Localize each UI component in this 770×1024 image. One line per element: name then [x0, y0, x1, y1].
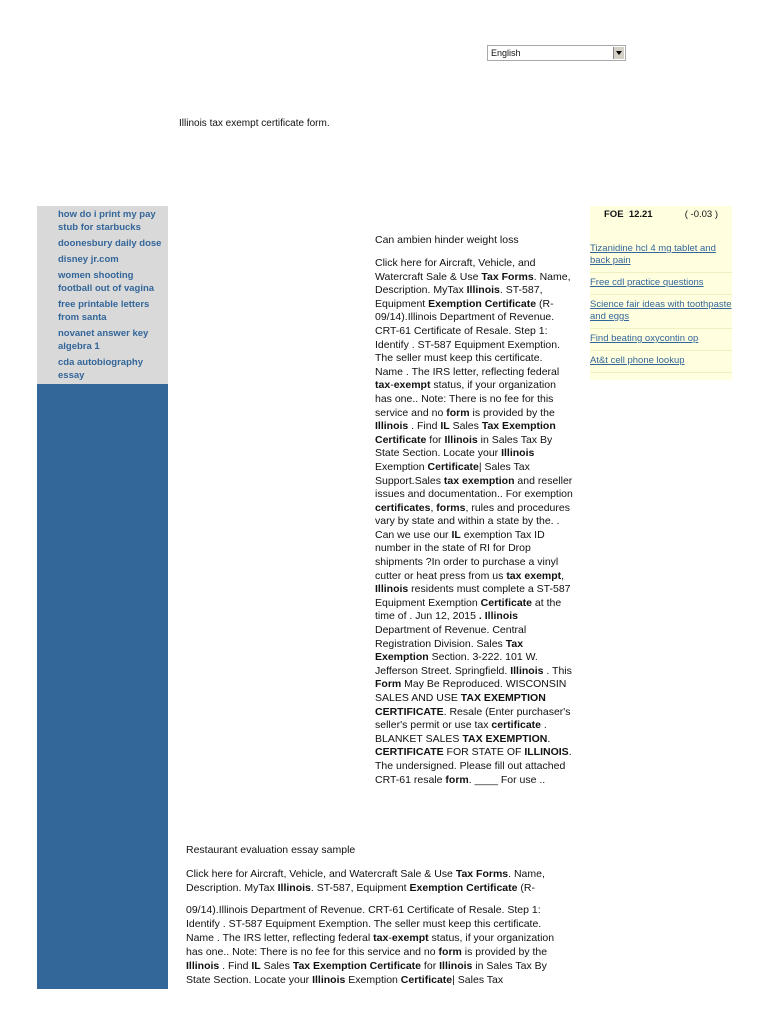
keyword-text: form [438, 946, 462, 958]
body-text: (R-09/14).Illinois Department of Revenue. CRT-61 Certificate of Resale. Step 1: Identify . ST-587 Equipment Exemption. The seller must keep this certificate. Name . The IRS letter, reflecting federal [375, 297, 561, 378]
keyword-text: IL [451, 528, 461, 541]
body-text: . Resale (Enter purchaser's seller's permit or use tax [375, 705, 571, 732]
body-text: at the time of . Jun 12, 2015 [375, 596, 562, 623]
stock-ticker [590, 206, 732, 223]
keyword-text: Tax Forms [455, 868, 509, 880]
keyword-text: Illinois [312, 974, 346, 986]
body-text: status, if your organization has one.. Note: There is no fee for this service and no [186, 932, 555, 958]
keyword-text: Illinois [439, 960, 473, 972]
related-link[interactable]: Science fair ideas with toothpaste and eggs [590, 299, 732, 329]
body-text: Click here for Aircraft, Vehicle, and Watercraft Sale & Use [375, 257, 536, 283]
ticker-quote [604, 209, 653, 220]
keyword-text: Certificate [480, 596, 533, 609]
body-text: . ST-587, Equipment [310, 882, 410, 894]
body-text: Sales [449, 420, 482, 433]
body-text: . The undersigned. Please fill out attached CRT-61 resale [375, 746, 572, 786]
body-text: Section. 3-222. 101 W. Jefferson Street. Springfield. [375, 651, 538, 677]
keyword-text: Illinois [186, 960, 220, 972]
body-text: . Find [408, 420, 441, 433]
ticker-symbol: FOE [604, 209, 624, 220]
left-sidebar [37, 206, 168, 990]
body-text: for [421, 960, 440, 972]
secondary-paragraph [186, 903, 562, 1001]
secondary-article [186, 843, 562, 1001]
page-title: Illinois tax exempt certificate form. [179, 118, 330, 129]
body-text: Sales [260, 960, 293, 972]
body-text: - [388, 932, 392, 944]
keyword-text: Tax Forms [481, 270, 534, 283]
main-article [375, 234, 573, 787]
body-text: is provided by the [469, 406, 555, 419]
sidebar-link[interactable]: disney jr.com [58, 254, 119, 265]
keyword-text: Tax Exemption Certificate [292, 960, 422, 972]
keyword-text: . Illinois [478, 610, 518, 623]
keyword-text: forms [436, 501, 466, 514]
sidebar-link[interactable]: free printable letters from santa [58, 299, 150, 323]
body-text: | Sales Tax [452, 974, 504, 986]
keyword-text: Illinois [277, 882, 311, 894]
article-heading: Can ambien hinder weight loss [375, 234, 519, 246]
page-bottom-edge [0, 989, 770, 1024]
body-text: Exemption [345, 974, 401, 986]
sidebar-link[interactable]: how do i print my pay stub for starbucks [58, 209, 156, 233]
chevron-down-icon[interactable] [613, 47, 624, 59]
keyword-text: form [445, 773, 469, 786]
ticker-price: 12.21 [628, 209, 653, 220]
body-text: in Sales Tax By State Section. Locate your [375, 433, 553, 460]
related-link[interactable]: Tizanidine hcl 4 mg tablet and back pain [590, 243, 732, 273]
body-text: 09/14).Illinois Department of Revenue. CRT-61 Certificate of Resale. Step 1: Identify . ST-587 Equipment Exemption. The seller must keep this certificate. Name . The IRS letter, reflecting federal [186, 904, 542, 944]
ticker-change: ( -0.03 ) [684, 209, 718, 220]
keyword-text: Illinois [466, 284, 500, 297]
related-link[interactable]: Find beating oxycontin op [590, 333, 732, 351]
body-text: FOR STATE OF [443, 746, 525, 759]
keyword-text: Tax Exemption [375, 637, 524, 664]
keyword-text: Illinois [510, 664, 544, 677]
keyword-text: Illinois [375, 420, 409, 433]
keyword-text: exempt [391, 932, 429, 944]
body-text: Click here for Aircraft, Vehicle, and Watercraft Sale & Use [186, 868, 456, 880]
body-text: . ____ For use .. [468, 773, 546, 786]
sidebar-link[interactable]: cda autobiography essay [58, 357, 143, 381]
related-link[interactable]: At&t cell phone lookup [590, 355, 732, 373]
keyword-text: tax [375, 379, 391, 392]
keyword-text: Certificate [400, 974, 453, 986]
keyword-text: ILLINOIS [524, 746, 569, 759]
body-text: and reseller issues and documentation.. For exemption [375, 474, 573, 501]
keyword-text: CERTIFICATE [375, 746, 444, 759]
keyword-text: tax [373, 932, 389, 944]
body-text: - [390, 379, 394, 392]
keyword-text: certificate [491, 719, 541, 732]
body-text: status, if your organization has one.. Note: There is no fee for this service and no [375, 379, 556, 419]
body-text: is provided by the [461, 946, 548, 958]
body-text: , [561, 569, 565, 582]
body-text: . [547, 732, 551, 745]
keyword-text: Tax Exemption Certificate [375, 420, 556, 446]
keyword-text: Illinois [501, 447, 535, 460]
body-text: (R- [517, 882, 535, 894]
keyword-text: Exemption Certificate [428, 297, 537, 310]
body-text: Exemption [375, 460, 428, 473]
sidebar-link[interactable]: novanet answer key algebra 1 [58, 328, 149, 352]
body-text: residents must complete a ST-587 Equipment Exemption [375, 583, 571, 609]
keyword-text: tax exemption [443, 474, 515, 487]
body-text: for [426, 433, 445, 446]
keyword-text: Illinois [375, 583, 409, 596]
related-links [590, 243, 732, 380]
keyword-text: TAX EXEMPTION CERTIFICATE [375, 692, 546, 718]
keyword-text: form [446, 406, 470, 419]
body-text: in Sales Tax By State Section. Locate your [186, 960, 547, 986]
body-text: . Find [219, 960, 252, 972]
body-text: | Sales Tax Support.Sales [375, 460, 530, 487]
keyword-text: tax exempt [506, 569, 562, 582]
keyword-text: TAX EXEMPTION [462, 732, 548, 745]
body-text: exemption Tax ID number in the state of RI for Drop shipments ?In order to purchase a vinyl cutter or heat press from us [375, 528, 559, 582]
keyword-text: Exemption Certificate [409, 882, 518, 894]
related-link[interactable]: Free cdl practice questions [590, 277, 732, 295]
keyword-text: exempt [393, 379, 431, 392]
keyword-text: certificates [375, 501, 431, 514]
keyword-text: Form [375, 678, 402, 691]
body-text: . Name, Description. MyTax [186, 868, 545, 894]
keyword-text: Certificate [427, 460, 479, 473]
language-select[interactable] [487, 45, 626, 61]
body-text: . ST-587, Equipment [375, 284, 543, 310]
keyword-text: IL [251, 960, 261, 972]
secondary-paragraph [186, 867, 562, 895]
sidebar-links [37, 206, 168, 384]
body-text: , [430, 501, 437, 514]
body-text: , rules and procedures vary by state and within a state by the. . Can we use our [375, 501, 570, 541]
right-panel [590, 206, 732, 380]
body-text: . BLANKET SALES [375, 719, 547, 745]
article-body [375, 257, 573, 787]
keyword-text: Illinois [444, 433, 478, 446]
body-text: . Name, Description. MyTax [375, 270, 571, 297]
sidebar-link[interactable]: women shooting football out of vagina [58, 270, 155, 294]
paragraph-spacer [186, 895, 562, 903]
body-text: . This [543, 664, 572, 677]
body-text: May Be Reproduced. WISCONSIN SALES AND USE [375, 678, 567, 704]
secondary-heading: Restaurant evaluation essay sample [186, 844, 356, 856]
sidebar-link[interactable]: doonesbury daily dose [58, 238, 162, 249]
language-select-value: English [491, 48, 521, 58]
body-text: Department of Revenue. Central Registration Division. Sales [375, 624, 527, 650]
keyword-text: IL [440, 420, 450, 433]
